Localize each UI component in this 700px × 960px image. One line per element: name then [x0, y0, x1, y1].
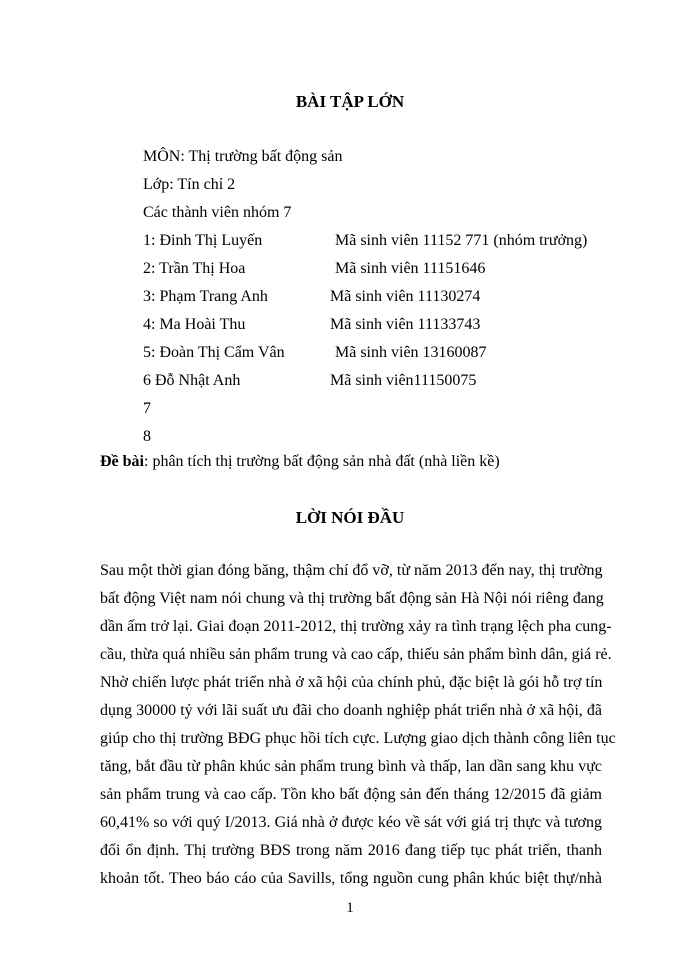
subject-line: MÔN: Thị trường bất động sản	[143, 148, 343, 165]
class-line: Lớp: Tín chỉ 2	[143, 176, 236, 193]
member-id: Mã sinh viên11150075	[330, 372, 477, 389]
members-header: Các thành viên nhóm 7	[143, 204, 292, 221]
topic-label: Đề bài	[100, 453, 144, 470]
member-id: Mã sinh viên 11152 771 (nhóm trưởng)	[335, 232, 588, 249]
member-id: Mã sinh viên 11133743	[330, 316, 481, 333]
member-id: Mã sinh viên 11151646	[335, 260, 486, 277]
member-name: 2: Trần Thị Hoa	[143, 260, 246, 277]
paragraph-line: dần ấm trở lại. Giai đoạn 2011-2012, thị trường xảy ra tình trạng lệch pha cung-	[100, 618, 612, 635]
paragraph-line: đối ổn định. Thị trường BĐS trong năm 2016 đang tiếp tục phát triển, thanh	[100, 842, 602, 859]
paragraph-line: Sau một thời gian đóng băng, thậm chí đổ vỡ, từ năm 2013 đến nay, thị trường	[100, 562, 603, 579]
member-id: Mã sinh viên 13160087	[335, 344, 487, 361]
topic-text: : phân tích thị trường bất động sản nhà đất (nhà liền kề)	[144, 453, 500, 470]
paragraph-line: sản phẩm trung và cao cấp. Tồn kho bất động sản đến tháng 12/2015 đã giảm	[100, 786, 602, 803]
page-number: 1	[346, 900, 354, 916]
member-name: 5: Đoàn Thị Cẩm Vân	[143, 344, 285, 361]
paragraph-line: cầu, thừa quá nhiều sản phẩm trung và cao cấp, thiếu sản phẩm bình dân, giá rẻ.	[100, 646, 612, 663]
member-name: 4: Ma Hoài Thu	[143, 316, 246, 333]
document-title: BÀI TẬP LỚN	[295, 92, 405, 111]
member-name: 7	[143, 400, 151, 417]
paragraph-line: khoản tốt. Theo báo cáo của Savills, tổng nguồn cung phân khúc biệt thự/nhà	[100, 870, 602, 887]
member-name: 8	[143, 428, 151, 445]
member-id: Mã sinh viên 11130274	[330, 288, 481, 305]
paragraph-line: dụng 30000 tỷ với lãi suất ưu đãi cho doanh nghiệp phát triển nhà ở xã hội, đã	[100, 702, 602, 719]
paragraph-line: 60,41% so với quý I/2013. Giá nhà ở được kéo về sát với giá trị thực và tương	[100, 814, 602, 831]
member-name: 1: Đinh Thị Luyến	[143, 232, 263, 249]
preface-title: LỜI NÓI ĐẦU	[295, 508, 405, 527]
paragraph-line: giúp cho thị trường BĐG phục hồi tích cực. Lượng giao dịch thành công liên tục	[100, 730, 616, 747]
member-name: 6 Đỗ Nhật Anh	[143, 372, 241, 389]
paragraph-line: Nhờ chiến lược phát triển nhà ở xã hội của chính phủ, đặc biệt là gói hỗ trợ tín	[100, 674, 603, 691]
paragraph-line: bất động Việt nam nói chung và thị trường bất động sản Hà Nội nói riêng đang	[100, 590, 604, 607]
member-name: 3: Phạm Trang Anh	[143, 288, 268, 305]
topic-line	[100, 453, 500, 471]
paragraph-line: tăng, bắt đầu từ phân khúc sản phẩm trung bình và thấp, lan dần sang khu vực	[100, 758, 602, 775]
